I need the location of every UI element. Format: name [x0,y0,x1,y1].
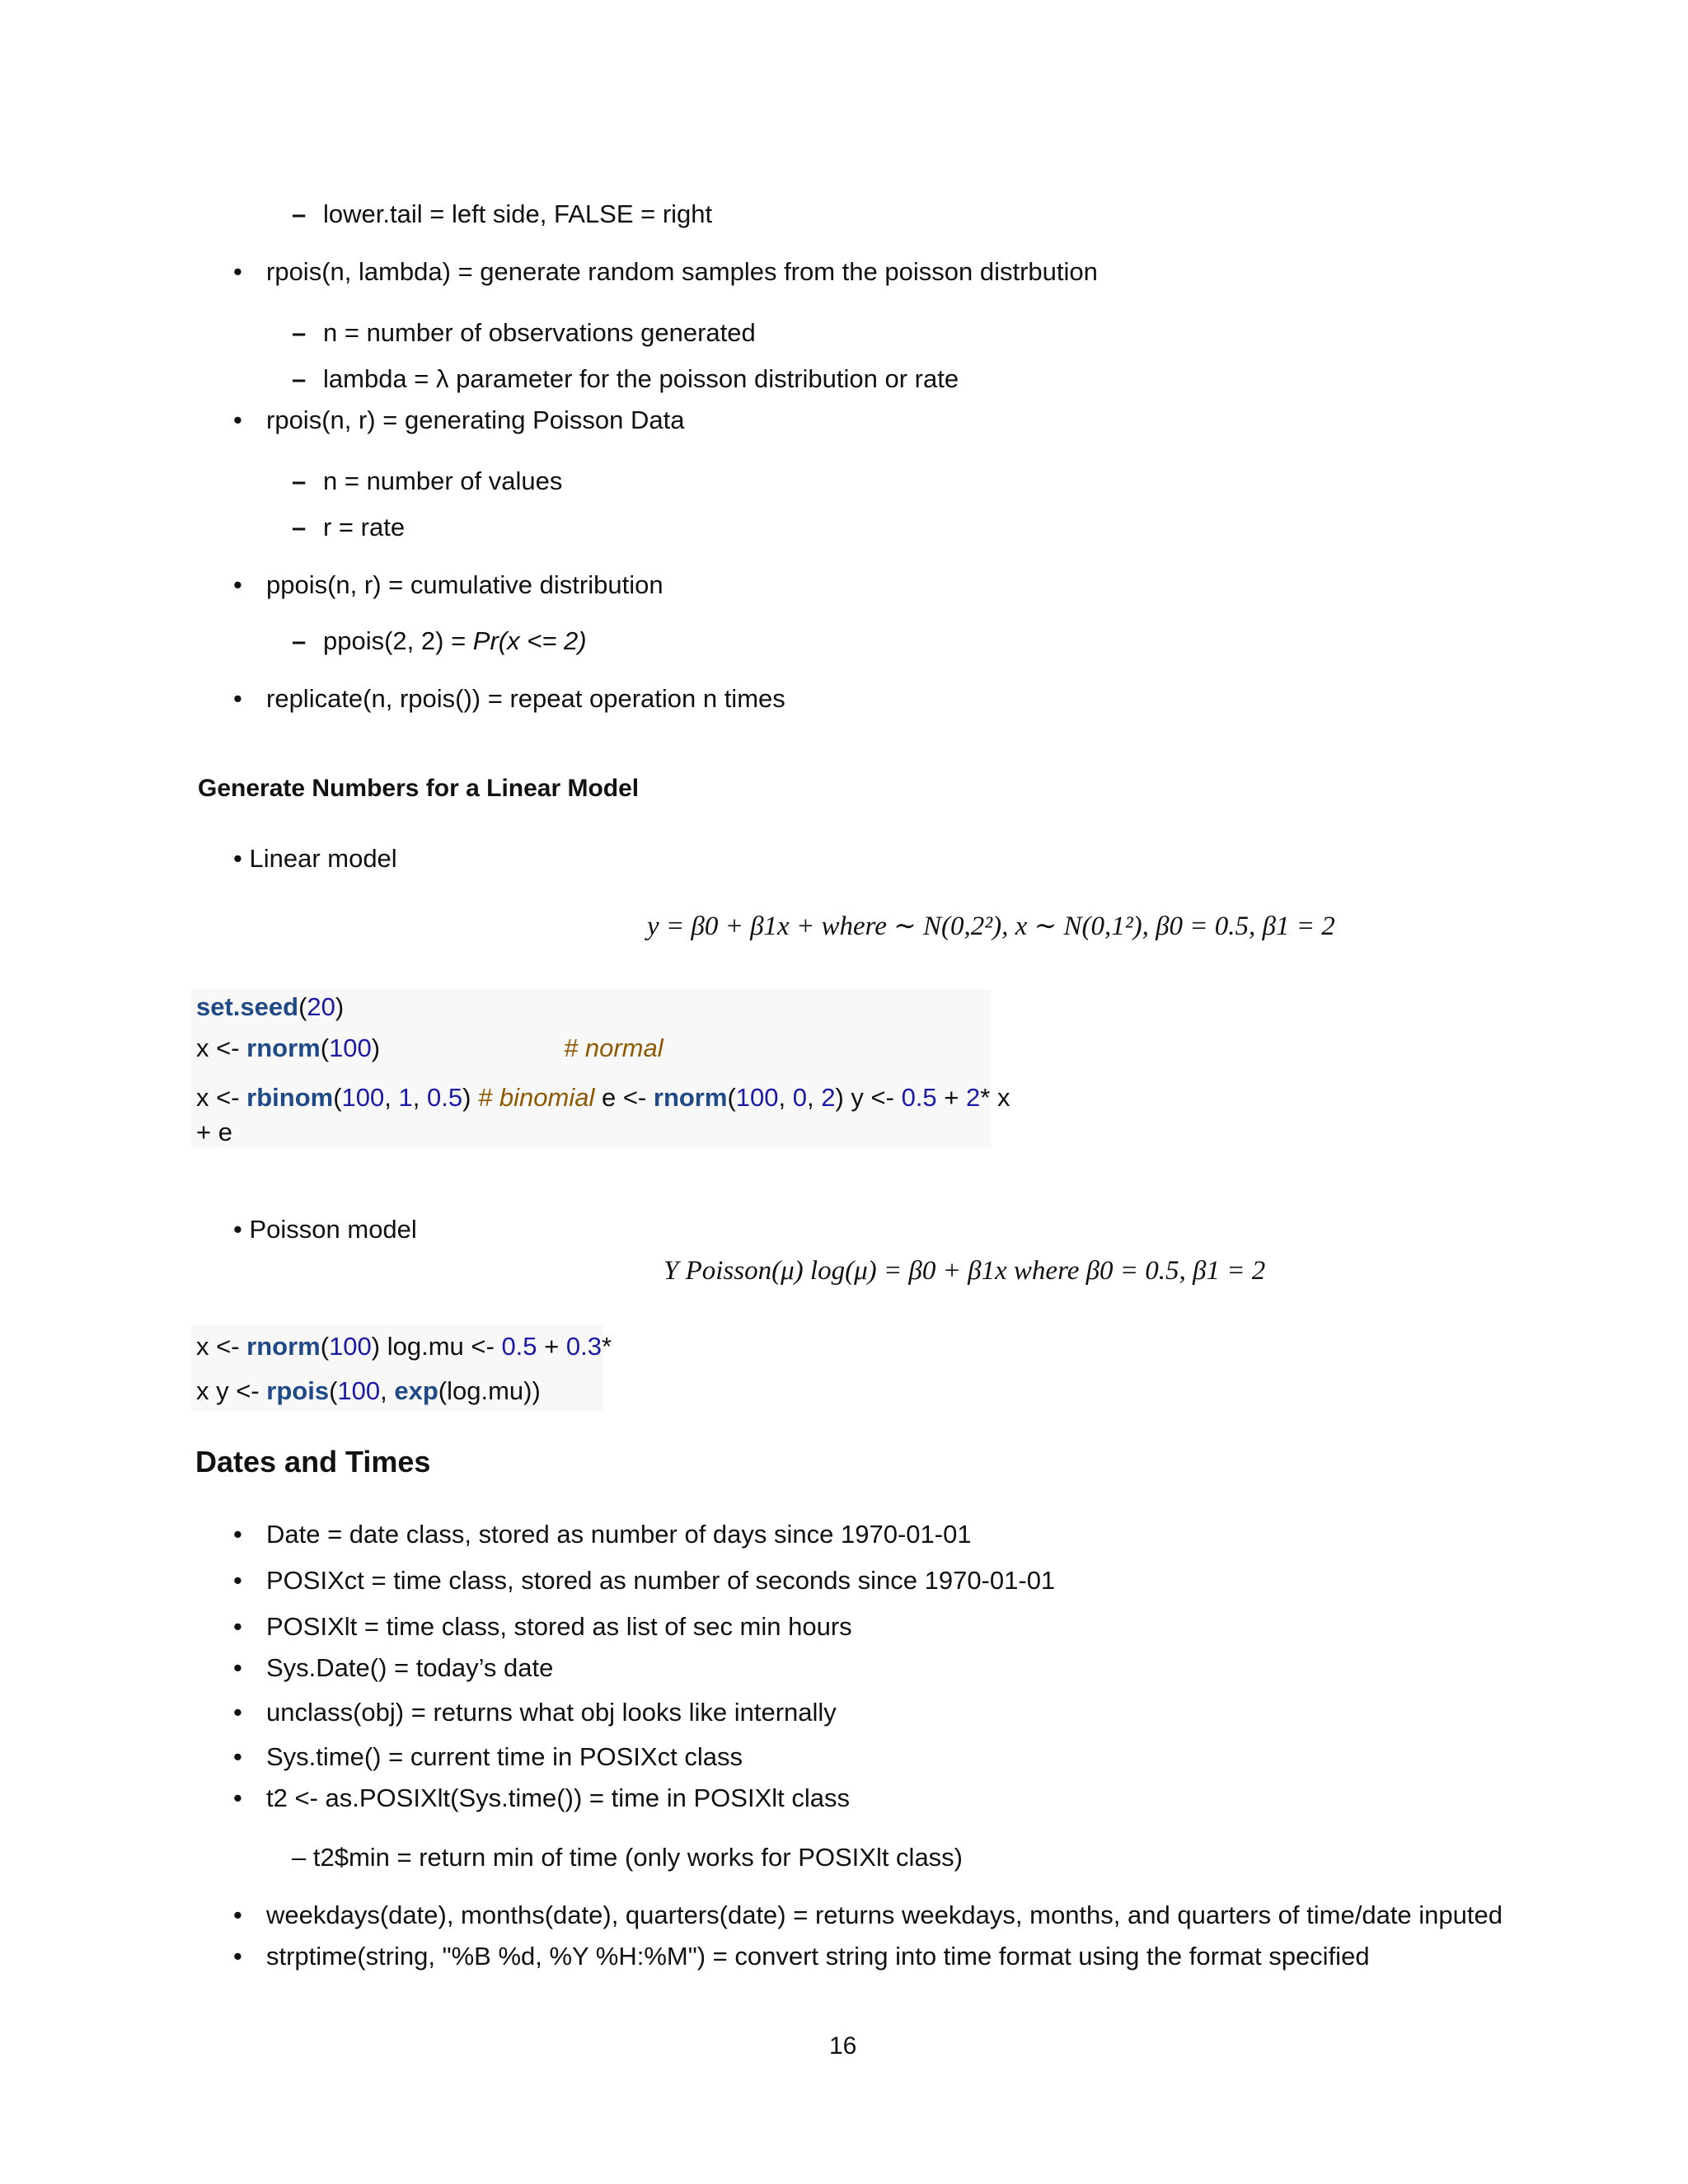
list-item-rpois-r-rate: – r = rate [323,511,405,544]
code-comment-normal: # normal [564,1033,663,1062]
list-item-sys-time: • Sys.time() = current time in POSIXct class [266,1741,743,1774]
code-line-2: x <- rnorm(100) [196,1033,381,1062]
list-item-ppois: • ppois(n, r) = cumulative distribution [266,569,663,602]
section-heading-linear-model: Generate Numbers for a Linear Model [198,775,640,802]
code-line-3: x <- rbinom(100, 1, 0.5) # binomial e <- rnorm(100, 0, 2) y <- 0.5 + 2* x [196,1083,1010,1112]
equation-poisson-model: Y Poisson(μ) log(μ) = β0 + β1x where β0 = 0.5, β1 = 2 [663,1256,1266,1286]
list-item-rpois-n: – n = number of observations generated [323,316,756,349]
bullet-poisson-model: • Poisson model [233,1215,417,1244]
list-item-lower-tail: – lower.tail = left side, FALSE = right [323,198,712,231]
page-number: 16 [829,2032,857,2060]
code-line-poisson-1: x <- rnorm(100) log.mu <- 0.5 + 0.3* [196,1332,612,1361]
section-heading-dates-times: Dates and Times [195,1445,431,1479]
list-item-rpois-lambda-param: – lambda = λ parameter for the poisson distribution or rate [323,363,959,396]
list-item-strptime: • strptime(string, "%B %d, %Y %H:%M") = convert string into time format using the format specified [266,1940,1370,1973]
bullet-linear-model: • Linear model [233,844,397,873]
ppois-example-math: Pr(x <= 2) [472,626,587,655]
list-item-as-posixlt: • t2 <- as.POSIXlt(Sys.time()) = time in POSIXlt class [266,1782,850,1815]
list-item-rpois-r-n: – n = number of values [323,465,562,498]
list-item-rpois-r: • rpois(n, r) = generating Poisson Data [266,404,684,437]
code-line-4: + e [196,1118,232,1146]
list-item-posixct: • POSIXct = time class, stored as number of seconds since 1970-01-01 [266,1564,1055,1597]
list-item-rpois-lambda: • rpois(n, lambda) = generate random samples from the poisson distrbution [266,255,1098,288]
list-item-weekdays: • weekdays(date), months(date), quarters(date) = returns weekdays, months, and quarters of time/date inputed [266,1899,1503,1932]
list-item-unclass: • unclass(obj) = returns what obj looks like internally [266,1696,837,1729]
list-item-date: • Date = date class, stored as number of days since 1970-01-01 [266,1518,972,1551]
list-item-sys-date: • Sys.Date() = today’s date [266,1652,553,1685]
code-line-poisson-2: x y <- rpois(100, exp(log.mu)) [196,1376,541,1405]
list-item-replicate: • replicate(n, rpois()) = repeat operation n times [266,682,785,715]
list-item-ppois-example [323,625,587,658]
list-item-t2-min: – t2$min = return min of time (only works for POSIXlt class) [292,1843,964,1872]
code-line-1: set.seed(20) [196,992,345,1021]
equation-linear-model: y = β0 + β1x + where ∼ N(0,2²), x ∼ N(0,1²), β0 = 0.5, β1 = 2 [647,912,1335,941]
list-item-posixlt: • POSIXlt = time class, stored as list of sec min hours [266,1610,852,1643]
ppois-example-prefix: ppois(2, 2) = [323,626,473,655]
